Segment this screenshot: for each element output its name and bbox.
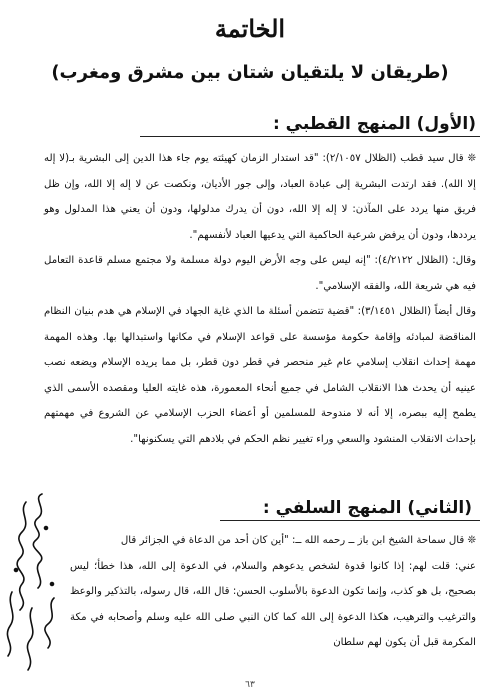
section1-paragraph-3: وقال أيضاً (الظلال ٣/١٤٥١): "قضية تتضمن أسئلة ما الذي غاية الجهاد في الإسلام هي هدم بنيان النظام المناقضة لمبادئه وإقامة حكومة مؤسسة على قواعد الإسلام في مكانها واستبدالها بها. وهذه المهمة مهمة إحداث انقلاب إسلامي عام غير منحصر في قطر دون قطر، بل مما يريده الإسلام ويضعه نصب عينيه أن يحدث هذا الانقلاب الشامل في جميع أنحاء المعمورة، هذه غايته العليا ومقصده الأسمى الذي يطمح إليه ببصره، إلا أنه لا مندوحة للمسلمين أو أعضاء الحزب الإسلامي عن الشروع في مهمتهم بإحداث الانقلاب المنشود والسعي وراء تغيير نظم الحكم في بلادهم التي يسكنونها". <box>44 306 476 445</box>
page-subtitle: (طريقان لا يلتقيان شتان بين مشرق ومغرب) <box>51 62 449 83</box>
section2-paragraph-2: عني: قلت لهم: إذا كانوا قدوة لشخص يدعوهم والسلام، في الدعوة إلى الله، هذا خطأ؛ ليس بصحيح، بل هو كذب، وإنما تكون الدعوة بالأسلوب الحسن: قال الله، قال رسوله، بالتذكير والوعظ والترغيب والترهيب، هكذا الدعوة إلى الله كما كان النبي صلى الله عليه وسلم وأصحابه في مكة المكرمة قبل أن يكون لهم سلطان <box>70 560 476 648</box>
section1-heading: (الأول) المنهج القطبي : <box>272 114 476 134</box>
section2-heading: (الثاني) المنهج السلفي : <box>262 498 472 518</box>
section1-paragraph-1: ❊ قال سيد قطب (الظلال ٢/١٠٥٧): "قد استدار الزمان كهيئته يوم جاء هذا الدين إلى البشرية بـ(لا إله إلا الله). فقد ارتدت البشرية إلى عبادة العباد، وإلى جور الأديان، ونكصت عن لا إله إلا الله، وإن ظل فريق منها يردد على المآذن: لا إله إلا الله، دون أن يدرك مدلولها، ودون أن يعني هذا المدلول وهو يرددها، ودون أن يرفض شرعية الحاكمية التي يدعيها العباد لأنفسهم". <box>44 153 476 241</box>
section2-paragraph-1: ❊ قال سماحة الشيخ ابن باز ــ رحمه الله ــ: "أين كان أحد من الدعاة في الجزائر قال <box>120 535 476 546</box>
section1-paragraph-2: وقال: (الظلال ٤/٢١٢٢): "إنه ليس على وجه الأرض اليوم دولة مسلمة ولا مجتمع مسلم قاعدة التعامل فيه هي شريعة الله، والفقه الإسلامي". <box>44 255 476 292</box>
page-title: الخاتمة <box>214 14 286 43</box>
handwritten-annotation <box>2 488 62 678</box>
section1-body <box>44 146 476 452</box>
section2-underline <box>220 520 480 521</box>
section1-underline <box>140 136 480 137</box>
section2-body <box>70 528 476 656</box>
page-number: ٦٣ <box>245 680 255 690</box>
